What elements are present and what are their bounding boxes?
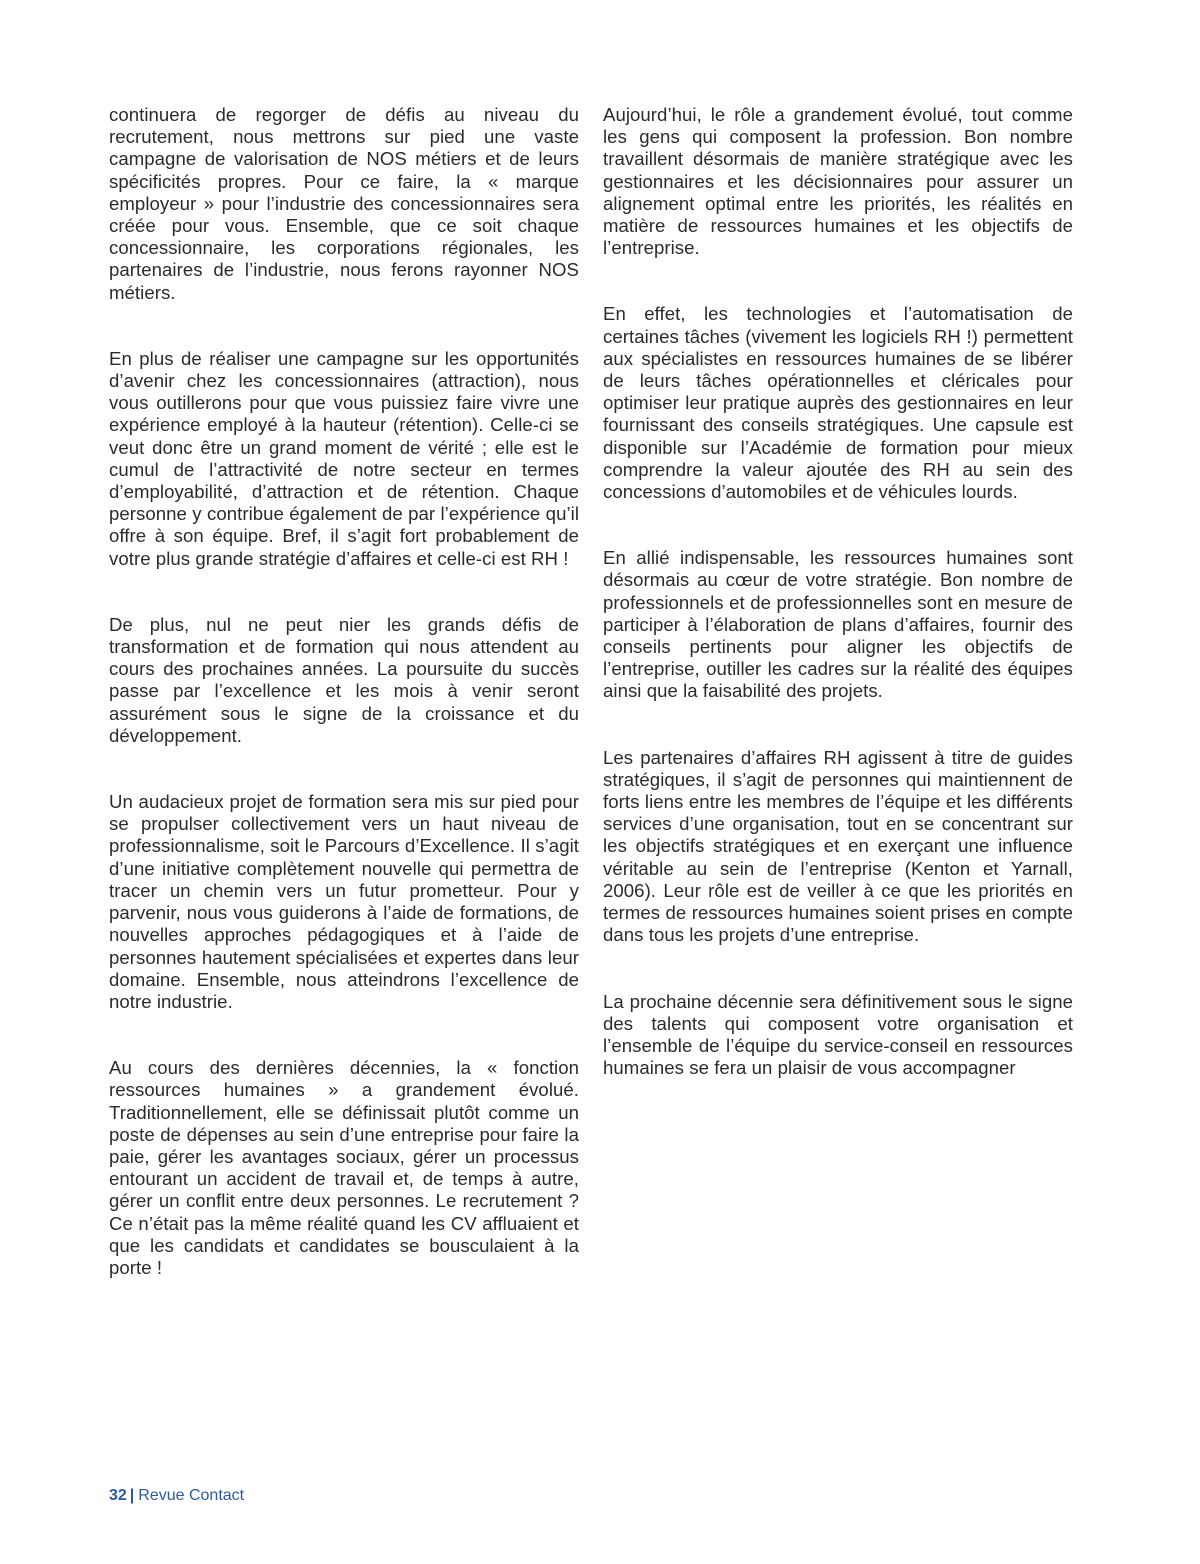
paragraph: Un audacieux projet de formation sera mis sur pied pour se propulser collectivement vers un haut niveau de professionnalisme, soit le Parcours d’Excellence. Il s’agit d’une initiative complètement nouvelle qui permettra de tracer un chemin vers un futur prometteur. Pour y parvenir, nous vous guiderons à l’aide de formations, de nouvelles approches pédagogiques et à l’aide de personnes hautement spécialisées et expertes dans leur domaine. Ensemble, nous atteindrons l’excellence de notre industrie.: [109, 791, 579, 1012]
right-column: [603, 104, 1073, 1123]
publication-name: Revue Contact: [138, 1487, 245, 1504]
left-column: [109, 104, 579, 1323]
paragraph: Les partenaires d’affaires RH agissent à titre de guides stratégiques, il s’agit de personnes qui maintiennent de forts liens entre les membres de l’équipe et les différents services d’une organisation, tout en se concentrant sur les objectifs stratégiques et en exerçant une influence véritable au sein de l’entreprise (Kenton et Yarnall, 2006). Leur rôle est de veiller à ce que les priorités en termes de ressources humaines soient prises en compte dans tous les projets d’une entreprise.: [603, 746, 1073, 946]
paragraph: En allié indispensable, les ressources humaines sont désormais au cœur de votre stratégie. Bon nombre de professionnels et de professionnelles sont en mesure de participer à l’élaboration de plans d’affaires, fournir des conseils pertinents pour aligner les objectifs de l’entreprise, outiller les cadres sur la réalité des équipes ainsi que la faisabilité des projets.: [603, 547, 1073, 702]
paragraph: Aujourd’hui, le rôle a grandement évolué, tout comme les gens qui composent la profession. Bon nombre travaillent désormais de manière stratégique avec les gestionnaires et les décisionnaires pour assurer un alignement optimal entre les priorités, les réalités en matière de ressources humaines et les objectifs de l’entreprise.: [603, 104, 1073, 259]
page-footer: [109, 1486, 244, 1506]
footer-separator: |: [129, 1487, 135, 1504]
paragraph: continuera de regorger de défis au niveau du recrutement, nous mettrons sur pied une vaste campagne de valorisation de NOS métiers et de leurs spécificités propres. Pour ce faire, la « marque employeur » pour l’industrie des concessionnaires sera créée pour vous. Ensemble, que ce soit chaque concessionnaire, les corporations régionales, les partenaires de l’industrie, nous ferons rayonner NOS métiers.: [109, 104, 579, 303]
paragraph: Au cours des dernières décennies, la « fonction ressources humaines » a grandement évolué. Traditionnellement, elle se définissait plutôt comme un poste de dépenses au sein d’une entreprise pour faire la paie, gérer les avantages sociaux, gérer un processus entourant un accident de travail et, de temps à autre, gérer un conflit entre deux personnes. Le recrutement ? Ce n’était pas la même réalité quand les CV affluaient et que les candidats et candidates se bousculaient à la porte !: [109, 1057, 579, 1278]
paragraph: En effet, les technologies et l’automatisation de certaines tâches (vivement les logiciels RH !) permettent aux spécialistes en ressources humaines de se libérer de leurs tâches opérationnelles et cléricales pour optimiser leur pratique auprès des gestionnaires en leur fournissant des conseils stratégiques. Une capsule est disponible sur l’Académie de formation pour mieux comprendre la valeur ajoutée des RH au sein des concessions d’automobiles et de véhicules lourds.: [603, 303, 1073, 503]
paragraph: La prochaine décennie sera définitivement sous le signe des talents qui composent votre organisation et l’ensemble de l’équipe du service-conseil en ressources humaines se fera un plaisir de vous accompagner: [603, 990, 1073, 1079]
paragraph: En plus de réaliser une campagne sur les opportunités d’avenir chez les concessionnaires (attraction), nous vous outillerons pour que vous puissiez faire vivre une expérience employé à la hauteur (rétention). Celle-ci se veut donc être un grand moment de vérité ; elle est le cumul de l’attractivité de notre secteur en termes d’employabilité, d’attraction et de rétention. Chaque personne y contribue également de par l’expérience qu’il offre à son équipe. Bref, il s’agit fort probablement de votre plus grande stratégie d’affaires et celle-ci est RH !: [109, 347, 579, 569]
page-number: 32: [109, 1487, 127, 1504]
paragraph: De plus, nul ne peut nier les grands défis de transformation et de formation qui nous attendent au cours des prochaines années. La poursuite du succès passe par l’excellence et les mois à venir seront assurément sous le signe de la croissance et du développement.: [109, 613, 579, 746]
